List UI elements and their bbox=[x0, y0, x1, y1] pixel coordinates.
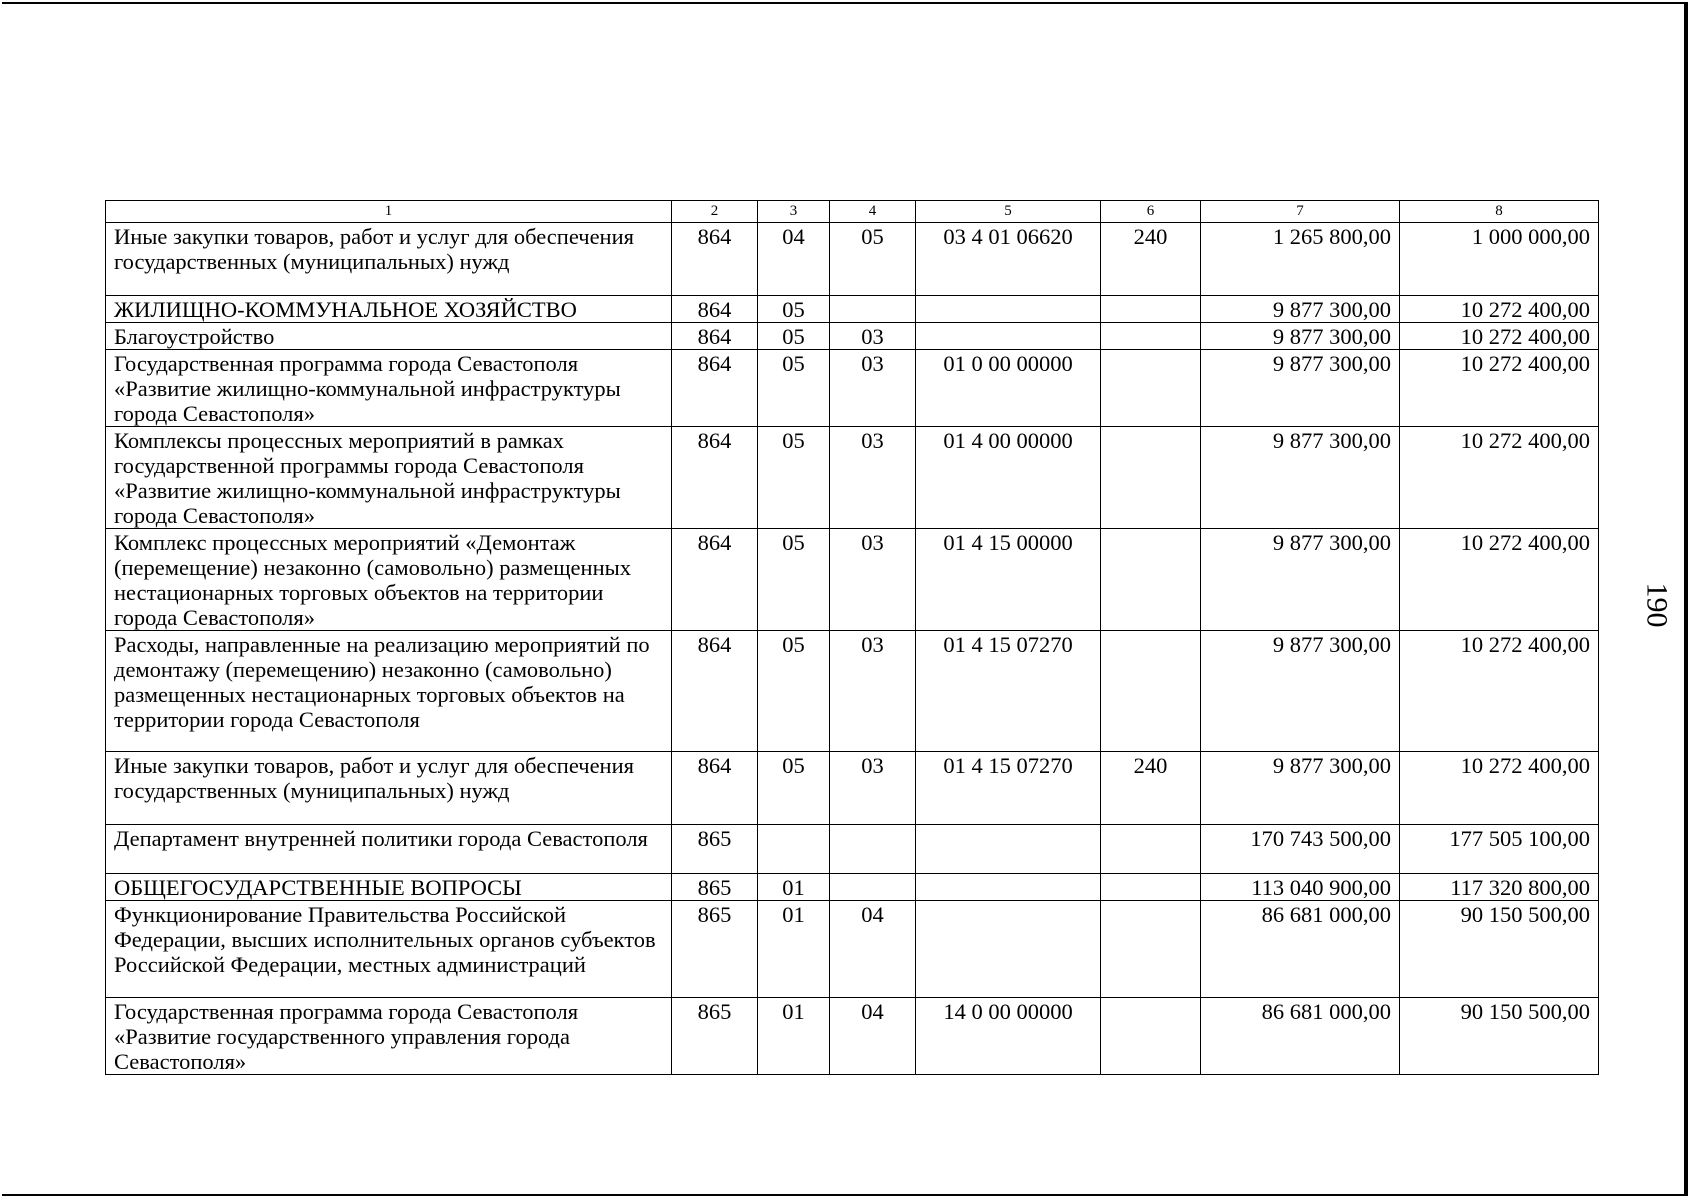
amount-col7-cell: 9 877 300,00 bbox=[1201, 350, 1400, 427]
row-name-cell: ОБЩЕГОСУДАРСТВЕННЫЕ ВОПРОСЫ bbox=[106, 874, 672, 901]
subsection-cell: 03 bbox=[830, 631, 916, 752]
admin-code-cell: 864 bbox=[672, 223, 758, 296]
header-cell: 3 bbox=[758, 201, 830, 223]
amount-col7-cell: 170 743 500,00 bbox=[1201, 825, 1400, 874]
table-row bbox=[106, 223, 1599, 296]
section-cell: 05 bbox=[758, 350, 830, 427]
section-cell bbox=[758, 825, 830, 874]
expense-type-cell bbox=[1101, 825, 1201, 874]
admin-code-cell: 865 bbox=[672, 874, 758, 901]
target-article-cell: 01 4 15 00000 bbox=[916, 529, 1101, 631]
row-name-cell: Департамент внутренней политики города Севастополя bbox=[106, 825, 672, 874]
row-name-cell: Иные закупки товаров, работ и услуг для обеспечения государственных (муниципальных) нужд bbox=[106, 752, 672, 825]
expense-type-cell: 240 bbox=[1101, 223, 1201, 296]
admin-code-cell: 864 bbox=[672, 529, 758, 631]
expense-type-cell bbox=[1101, 631, 1201, 752]
table-row bbox=[106, 752, 1599, 825]
amount-col7-cell: 86 681 000,00 bbox=[1201, 998, 1400, 1075]
amount-col8-cell: 90 150 500,00 bbox=[1400, 901, 1599, 998]
row-name-cell: Иные закупки товаров, работ и услуг для обеспечения государственных (муниципальных) нужд bbox=[106, 223, 672, 296]
amount-col7-cell: 9 877 300,00 bbox=[1201, 631, 1400, 752]
subsection-cell: 04 bbox=[830, 998, 916, 1075]
admin-code-cell: 865 bbox=[672, 901, 758, 998]
subsection-cell bbox=[830, 296, 916, 323]
admin-code-cell: 865 bbox=[672, 998, 758, 1075]
row-name-cell: Комплекс процессных мероприятий «Демонтаж (перемещение) незаконно (самовольно) размещенных нестационарных торговых объектов на территории города Севастополя» bbox=[106, 529, 672, 631]
target-article-cell: 03 4 01 06620 bbox=[916, 223, 1101, 296]
expense-type-cell: 240 bbox=[1101, 752, 1201, 825]
amount-col7-cell: 9 877 300,00 bbox=[1201, 752, 1400, 825]
target-article-cell bbox=[916, 874, 1101, 901]
expense-type-cell bbox=[1101, 998, 1201, 1075]
row-name-cell: Государственная программа города Севастополя «Развитие жилищно-коммунальной инфраструктуры города Севастополя» bbox=[106, 350, 672, 427]
amount-col8-cell: 10 272 400,00 bbox=[1400, 350, 1599, 427]
table-row bbox=[106, 998, 1599, 1075]
table-row bbox=[106, 323, 1599, 350]
target-article-cell: 01 4 00 00000 bbox=[916, 427, 1101, 529]
subsection-cell: 03 bbox=[830, 350, 916, 427]
section-cell: 05 bbox=[758, 752, 830, 825]
section-cell: 01 bbox=[758, 998, 830, 1075]
row-name-cell: Государственная программа города Севастополя «Развитие государственного управления города Севастополя» bbox=[106, 998, 672, 1075]
section-cell: 04 bbox=[758, 223, 830, 296]
section-cell: 01 bbox=[758, 874, 830, 901]
target-article-cell bbox=[916, 323, 1101, 350]
amount-col8-cell: 10 272 400,00 bbox=[1400, 427, 1599, 529]
table-row bbox=[106, 901, 1599, 998]
amount-col7-cell: 9 877 300,00 bbox=[1201, 427, 1400, 529]
amount-col7-cell: 86 681 000,00 bbox=[1201, 901, 1400, 998]
table-row bbox=[106, 296, 1599, 323]
target-article-cell bbox=[916, 825, 1101, 874]
expense-type-cell bbox=[1101, 874, 1201, 901]
page-number: 190 bbox=[1640, 582, 1674, 628]
amount-col8-cell: 10 272 400,00 bbox=[1400, 529, 1599, 631]
column-number-header bbox=[106, 201, 1599, 223]
subsection-cell: 03 bbox=[830, 752, 916, 825]
table-row bbox=[106, 825, 1599, 874]
row-name-cell: Благоустройство bbox=[106, 323, 672, 350]
target-article-cell: 01 4 15 07270 bbox=[916, 752, 1101, 825]
budget-table bbox=[105, 200, 1599, 1075]
header-cell: 2 bbox=[672, 201, 758, 223]
amount-col8-cell: 90 150 500,00 bbox=[1400, 998, 1599, 1075]
table-row bbox=[106, 350, 1599, 427]
subsection-cell: 03 bbox=[830, 323, 916, 350]
admin-code-cell: 864 bbox=[672, 752, 758, 825]
row-name-cell: Функционирование Правительства Российской Федерации, высших исполнительных органов субъектов Российской Федерации, местных администраций bbox=[106, 901, 672, 998]
target-article-cell bbox=[916, 901, 1101, 998]
admin-code-cell: 864 bbox=[672, 350, 758, 427]
subsection-cell: 04 bbox=[830, 901, 916, 998]
amount-col8-cell: 10 272 400,00 bbox=[1400, 296, 1599, 323]
expense-type-cell bbox=[1101, 323, 1201, 350]
amount-col8-cell: 10 272 400,00 bbox=[1400, 323, 1599, 350]
section-cell: 05 bbox=[758, 631, 830, 752]
table-row bbox=[106, 427, 1599, 529]
amount-col7-cell: 9 877 300,00 bbox=[1201, 323, 1400, 350]
row-name-cell: Комплексы процессных мероприятий в рамках государственной программы города Севастополя «Развитие жилищно-коммунальной инфраструктуры города Севастополя» bbox=[106, 427, 672, 529]
table-body bbox=[106, 201, 1599, 1075]
admin-code-cell: 865 bbox=[672, 825, 758, 874]
table-row bbox=[106, 874, 1599, 901]
expense-type-cell bbox=[1101, 350, 1201, 427]
amount-col8-cell: 1 000 000,00 bbox=[1400, 223, 1599, 296]
expense-type-cell bbox=[1101, 901, 1201, 998]
target-article-cell: 01 4 15 07270 bbox=[916, 631, 1101, 752]
section-cell: 01 bbox=[758, 901, 830, 998]
admin-code-cell: 864 bbox=[672, 296, 758, 323]
amount-col7-cell: 9 877 300,00 bbox=[1201, 529, 1400, 631]
amount-col7-cell: 1 265 800,00 bbox=[1201, 223, 1400, 296]
target-article-cell: 01 0 00 00000 bbox=[916, 350, 1101, 427]
document-page bbox=[2, 2, 1688, 1196]
amount-col8-cell: 10 272 400,00 bbox=[1400, 631, 1599, 752]
table-row bbox=[106, 631, 1599, 752]
row-name-cell: Расходы, направленные на реализацию мероприятий по демонтажу (перемещению) незаконно (самовольно) размещенных нестационарных торговых объектов на территории города Севастополя bbox=[106, 631, 672, 752]
header-cell: 5 bbox=[916, 201, 1101, 223]
admin-code-cell: 864 bbox=[672, 631, 758, 752]
subsection-cell: 05 bbox=[830, 223, 916, 296]
section-cell: 05 bbox=[758, 529, 830, 631]
amount-col8-cell: 117 320 800,00 bbox=[1400, 874, 1599, 901]
header-cell: 8 bbox=[1400, 201, 1599, 223]
header-cell: 4 bbox=[830, 201, 916, 223]
subsection-cell: 03 bbox=[830, 427, 916, 529]
expense-type-cell bbox=[1101, 529, 1201, 631]
header-cell: 6 bbox=[1101, 201, 1201, 223]
subsection-cell: 03 bbox=[830, 529, 916, 631]
target-article-cell: 14 0 00 00000 bbox=[916, 998, 1101, 1075]
subsection-cell bbox=[830, 825, 916, 874]
row-name-cell: ЖИЛИЩНО-КОММУНАЛЬНОЕ ХОЗЯЙСТВО bbox=[106, 296, 672, 323]
amount-col8-cell: 177 505 100,00 bbox=[1400, 825, 1599, 874]
subsection-cell bbox=[830, 874, 916, 901]
target-article-cell bbox=[916, 296, 1101, 323]
admin-code-cell: 864 bbox=[672, 427, 758, 529]
amount-col7-cell: 9 877 300,00 bbox=[1201, 296, 1400, 323]
expense-type-cell bbox=[1101, 296, 1201, 323]
section-cell: 05 bbox=[758, 296, 830, 323]
header-cell: 7 bbox=[1201, 201, 1400, 223]
amount-col8-cell: 10 272 400,00 bbox=[1400, 752, 1599, 825]
section-cell: 05 bbox=[758, 427, 830, 529]
section-cell: 05 bbox=[758, 323, 830, 350]
table-row bbox=[106, 529, 1599, 631]
header-cell: 1 bbox=[106, 201, 672, 223]
expense-type-cell bbox=[1101, 427, 1201, 529]
admin-code-cell: 864 bbox=[672, 323, 758, 350]
amount-col7-cell: 113 040 900,00 bbox=[1201, 874, 1400, 901]
